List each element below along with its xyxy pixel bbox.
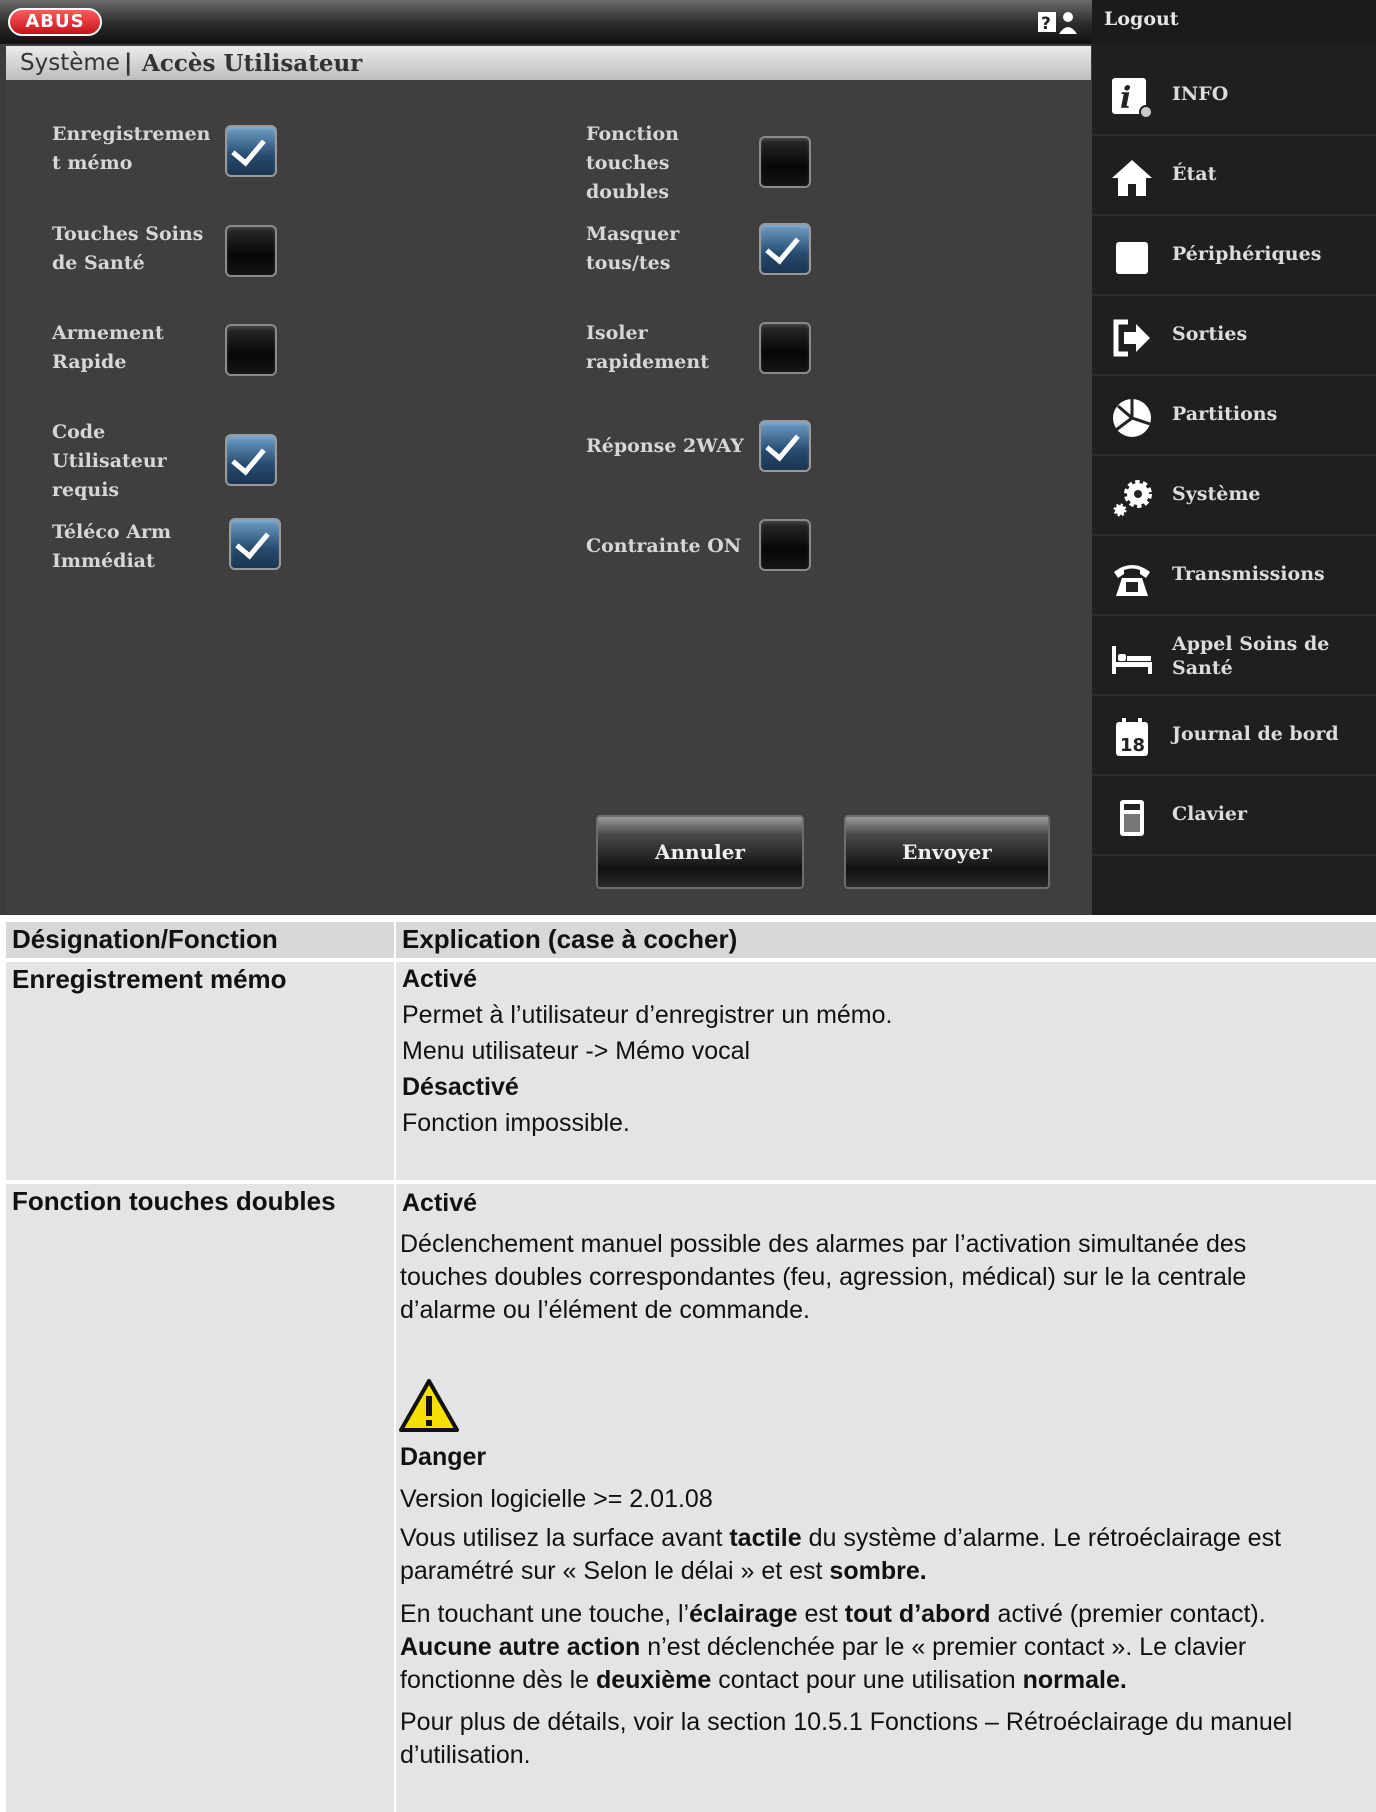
row-1-disabled-desc: Fonction impossible. (402, 1109, 630, 1137)
software-version: Version logicielle >= 2.01.08 (400, 1485, 713, 1513)
checkbox-hide-all[interactable] (759, 223, 811, 275)
nav-item-transmissions[interactable] (1092, 536, 1376, 616)
nav-item-healthcare-call[interactable] (1092, 616, 1376, 696)
breadcrumb-current: Accès Utilisateur (142, 50, 363, 77)
setting-label-user-code: Code Utilisateur requis (52, 421, 167, 501)
breadcrumb-root[interactable]: Système (20, 50, 120, 76)
nav-label-devices: Périphériques (1172, 243, 1322, 265)
table-header-right-cell (396, 922, 1376, 958)
help-user-icon[interactable] (1037, 8, 1079, 36)
checkbox-user-code[interactable] (225, 434, 277, 486)
nav-label-transmissions: Transmissions (1172, 563, 1325, 585)
top-bar (0, 0, 1376, 44)
nav-item-outputs[interactable] (1092, 296, 1376, 376)
keypad-icon (1110, 796, 1154, 840)
settings-panel (6, 80, 1091, 915)
row-1-menu: Menu utilisateur -> Mémo vocal (402, 1037, 751, 1065)
checkbox-memo[interactable] (225, 125, 277, 177)
row-2-description: Déclenchement manuel possible des alarmes par l’activation simultanée des touches doubles correspondantes (feu, agression, médical) sur le la centrale d’alarme ou l’élément de commande. (400, 1230, 1247, 1324)
setting-label-duress: Contrainte ON (586, 535, 742, 557)
setting-label-memo: Enregistremen t mémo (52, 123, 211, 174)
partitions-icon (1110, 396, 1154, 440)
row-1-enabled-desc: Permet à l’utilisateur d’enregistrer un mémo. (402, 1001, 893, 1029)
table-header-left-cell (6, 922, 394, 958)
nav-label-healthcare-call: Appel Soins de Santé (1172, 633, 1330, 679)
nav-label-state: État (1172, 163, 1217, 185)
danger-paragraph-2: En touchant une touche, l’éclairage est tout d’abord activé (premier contact). Aucune autre action n’est déclenchée par le « premier contact ». Le clavier fonctionne dès le deuxième contact pour une utilisation normale. (400, 1600, 1266, 1694)
device-icon (1110, 236, 1154, 280)
danger-paragraph-1: Vous utilisez la surface avant tactile du système d’alarme. Le rétroéclairage est paramétré sur « Selon le délai » et est sombre. (400, 1524, 1282, 1585)
setting-label-hide-all: Masquer tous/tes (586, 223, 680, 274)
setting-label-quick-isolate: Isoler rapidement (586, 322, 709, 373)
row-1-enabled: Activé (402, 965, 478, 993)
warning-triangle-icon (398, 1378, 460, 1434)
bed-icon (1110, 636, 1154, 680)
checkbox-double-keys[interactable] (759, 136, 811, 188)
danger-heading: Danger (400, 1443, 487, 1471)
row-1-name: Enregistrement mémo (12, 964, 287, 994)
row-1-disabled: Désactivé (402, 1073, 519, 1101)
abus-logo: ABUS (8, 8, 102, 36)
nav-item-partitions[interactable] (1092, 376, 1376, 456)
gear-icon (1110, 476, 1154, 520)
danger-paragraph-3: Pour plus de détails, voir la section 10.5.1 Fonctions – Rétroéclairage du manuel d’utilisation. (400, 1708, 1293, 1769)
svg-text:i: i (1120, 81, 1132, 116)
telephone-icon (1110, 556, 1154, 600)
checkbox-duress[interactable] (759, 519, 811, 571)
row-2-enabled: Activé (402, 1189, 478, 1217)
setting-label-remote-arm: Téléco Arm Immédiat (52, 521, 172, 572)
checkbox-2way[interactable] (759, 420, 811, 472)
nav-label-logbook: Journal de bord (1172, 723, 1339, 745)
checkbox-quick-isolate[interactable] (759, 322, 811, 374)
nav-item-devices[interactable] (1092, 216, 1376, 296)
logout-label: Logout (1104, 8, 1179, 30)
nav-label-keypad: Clavier (1172, 803, 1248, 825)
nav-label-info: INFO (1172, 83, 1229, 105)
home-icon (1110, 156, 1154, 200)
nav-item-keypad[interactable] (1092, 776, 1376, 856)
setting-label-2way: Réponse 2WAY (586, 435, 744, 457)
send-button[interactable]: Envoyer (844, 815, 1050, 889)
setting-label-double-keys: Fonction touches doubles (586, 123, 679, 203)
calendar-icon (1110, 716, 1154, 760)
table-row-2-left (6, 1184, 394, 1812)
checkbox-quick-arm[interactable] (225, 324, 277, 376)
table-header-right: Explication (case à cocher) (402, 924, 738, 954)
breadcrumb-separator: | (124, 50, 133, 76)
checkbox-health-keys[interactable] (225, 225, 277, 277)
info-icon (1110, 76, 1154, 120)
output-icon (1110, 316, 1154, 360)
nav-item-system[interactable] (1092, 456, 1376, 536)
nav-item-info[interactable] (1092, 56, 1376, 136)
documentation-table (0, 922, 1376, 1812)
setting-label-quick-arm: Armement Rapide (52, 322, 164, 373)
nav-label-outputs: Sorties (1172, 323, 1248, 345)
table-header-left: Désignation/Fonction (12, 924, 278, 954)
cancel-button[interactable]: Annuler (596, 815, 804, 889)
nav-label-system: Système (1172, 483, 1261, 505)
table-row-1-left (6, 962, 394, 1180)
setting-label-health-keys: Touches Soins de Santé (52, 223, 204, 274)
nav-item-logbook[interactable] (1092, 696, 1376, 776)
svg-text:18: 18 (1120, 735, 1146, 756)
logout-button[interactable] (1092, 0, 1376, 44)
checkbox-remote-arm[interactable] (229, 518, 281, 570)
side-navigation (1092, 44, 1376, 915)
svg-text:?: ? (1041, 14, 1051, 34)
table-row-1-right (396, 962, 1376, 1180)
nav-item-state[interactable] (1092, 136, 1376, 216)
row-2-name: Fonction touches doubles (12, 1186, 336, 1216)
nav-label-partitions: Partitions (1172, 403, 1278, 425)
breadcrumb (6, 46, 1091, 80)
